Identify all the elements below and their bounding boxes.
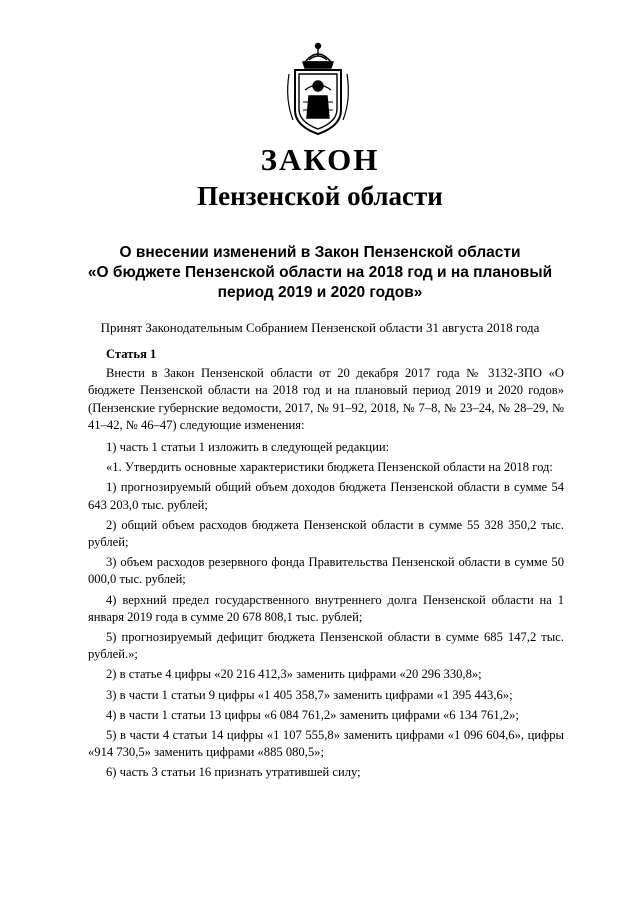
subject-line: О внесении изменений в Закон Пензенской области <box>119 244 521 261</box>
law-title: ЗАКОН <box>260 142 380 177</box>
article-item: 6) часть 3 статьи 16 признать утратившей силу; <box>106 765 361 780</box>
article-item: 4) верхний предел государственного внутреннего долга Пензенской области на 1 января 2019 года в сумме 20 678 808,1 тыс. рублей; <box>88 592 564 624</box>
article-item: 3) объем расходов резервного фонда Правительства Пензенской области в сумме 50 000,0 тыс. рублей; <box>88 555 564 587</box>
article-body <box>88 346 564 785</box>
subject-line: «О бюджете Пензенской области на 2018 год и на плановый <box>87 264 553 281</box>
subject-line: период 2019 и 2020 годов» <box>217 284 423 301</box>
article-item: 5) прогнозируемый дефицит бюджета Пензенской области в сумме 685 147,2 тыс. рублей.»; <box>88 630 564 662</box>
article-item: 2) общий объем расходов бюджета Пензенской области в сумме 55 328 350,2 тыс. рублей; <box>88 517 564 550</box>
law-subject <box>60 243 580 303</box>
coat-of-arms-icon <box>283 40 353 140</box>
article-intro: Внести в Закон Пензенской области от 20 декабря 2017 года № 3132-ЗПО «О бюджете Пензенской области на 2018 год и на плановый период 2019 и 2020 годов» (Пензенские губернские ведомости, 2017, № 91–92, 2018, № 7–8, № 23–24, № 28–29, № 41–42, № 46–47) следующие изменения: <box>88 366 564 432</box>
article-item: 4) в части 1 статьи 13 цифры «6 084 761,2» заменить цифрами «6 134 761,2»; <box>106 707 519 722</box>
article-item: 5) в части 4 статьи 14 цифры «1 107 555,8» заменить цифрами «1 096 604,6», цифры «914 730,5» заменить цифрами «885 080,5»; <box>88 728 564 760</box>
article-item: 1) часть 1 статьи 1 изложить в следующей редакции: <box>106 440 390 455</box>
article-title: Статья 1 <box>106 347 157 361</box>
article-item: «1. Утвердить основные характеристики бюджета Пензенской области на 2018 год: <box>106 460 553 475</box>
article-item: 1) прогнозируемый общий объем доходов бюджета Пензенской области в сумме 54 643 203,0 тыс. рублей; <box>88 480 564 512</box>
article-item: 3) в части 1 статьи 9 цифры «1 405 358,7» заменить цифрами «1 395 443,6»; <box>106 687 513 702</box>
adoption-note: Принят Законодательным Собранием Пензенской области 31 августа 2018 года <box>100 320 540 335</box>
law-region-title: Пензенской области <box>197 181 443 211</box>
article-item: 2) в статье 4 цифры «20 216 412,3» заменить цифрами «20 296 330,8»; <box>106 667 482 682</box>
